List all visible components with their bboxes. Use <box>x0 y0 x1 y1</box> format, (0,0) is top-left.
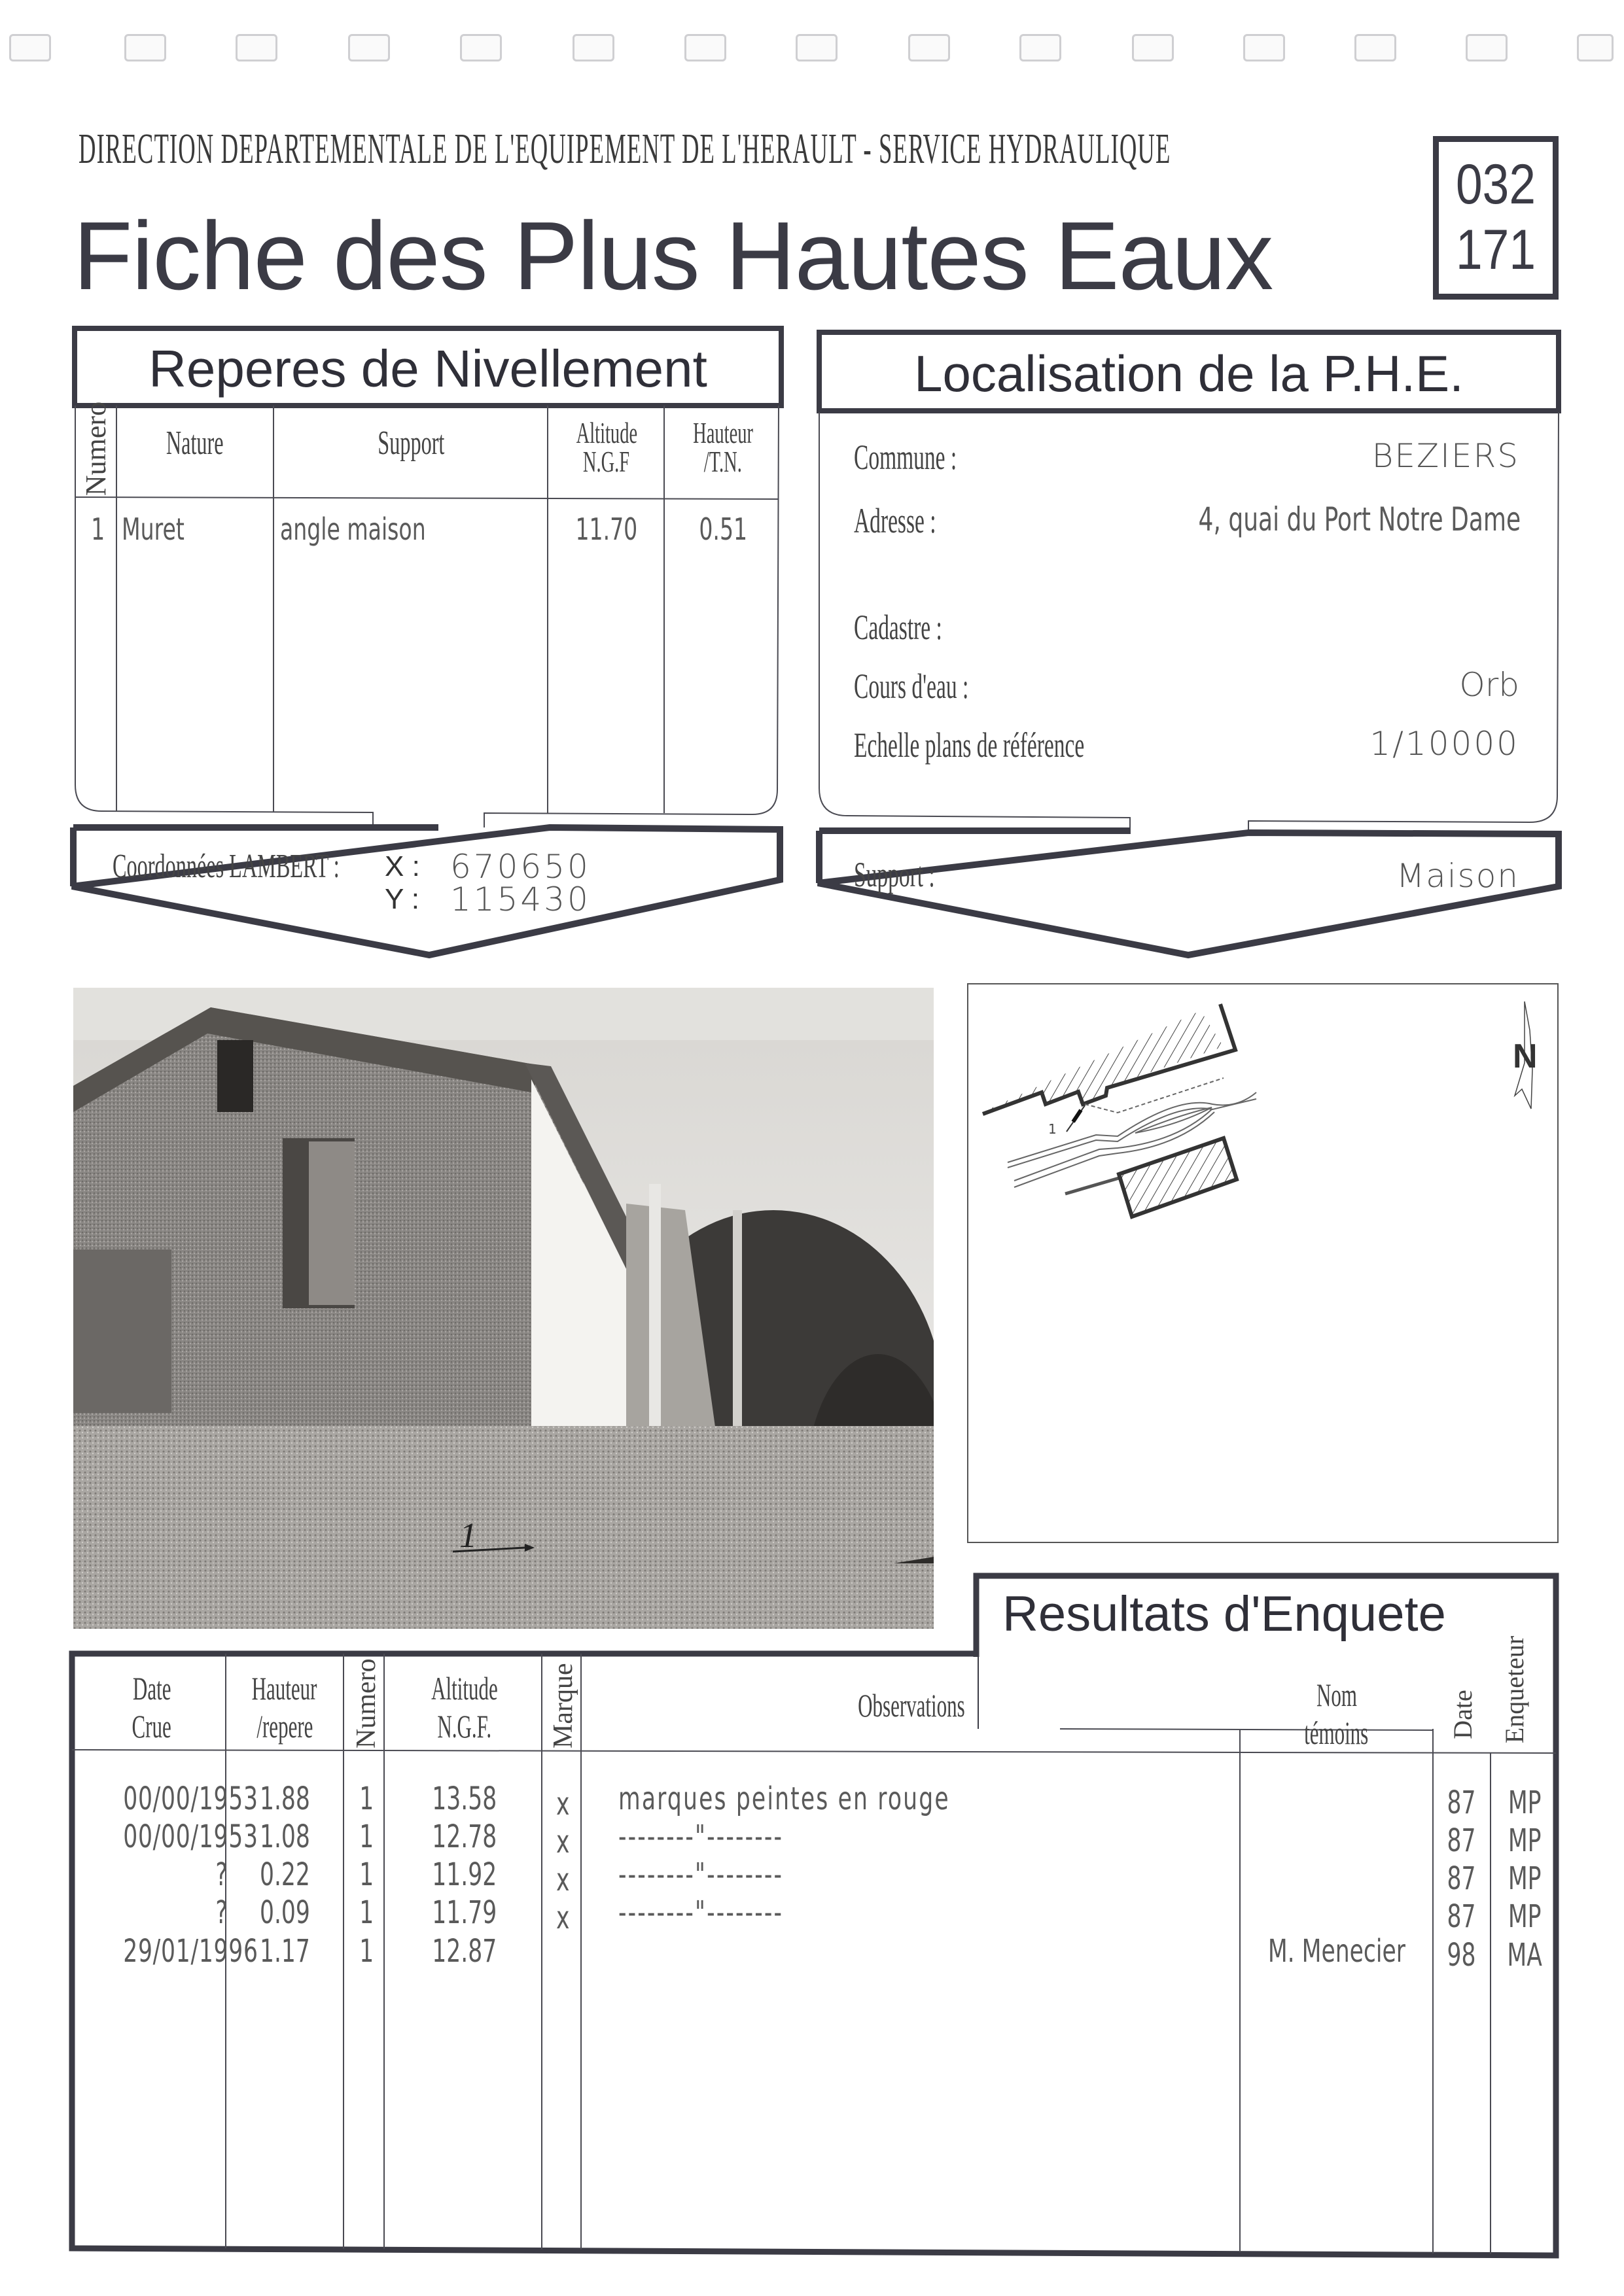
resultats-cell-altitude-text: 11.79 <box>432 1894 497 1931</box>
page-title: Fiche des Plus Hautes Eaux <box>73 202 1273 310</box>
res-col-date-crue <box>73 1669 230 1745</box>
reperes-col-altitude <box>548 416 665 478</box>
cours-label <box>854 666 1039 706</box>
lambert-y-value: 115430 <box>450 880 591 918</box>
reperes-cell-altitude-text: 11.70 <box>575 512 638 547</box>
res-col-nom <box>1240 1676 1433 1752</box>
res-col-date: Date <box>1448 1690 1477 1739</box>
res-col-hauteur-l1: Hauteur <box>252 1670 317 1707</box>
code-top: 032 <box>1456 153 1536 216</box>
resultats-cell-date <box>71 1894 228 1931</box>
res-col-date-l2: Crue <box>132 1708 172 1745</box>
resultats-cell-numero <box>347 1894 386 1931</box>
punch-hole <box>124 34 166 61</box>
commune-value: BEZIERS <box>1371 437 1519 475</box>
resultats-cell-date-enq <box>1433 1822 1491 1859</box>
localisation-header-box <box>817 330 1561 413</box>
resultats-cell-observation-text: marques peintes en rouge <box>618 1781 950 1817</box>
resultats-cell-date-enq <box>1433 1860 1491 1897</box>
res-col-altitude-l2: N.G.F. <box>437 1708 492 1745</box>
resultats-cell-date-enq-text: 87 <box>1447 1860 1476 1897</box>
reperes-col-altitude-l1: Altitude <box>576 416 637 449</box>
resultats-cell-date <box>71 1933 258 1970</box>
resultats-cell-observation-text: --------"-------- <box>618 1818 784 1855</box>
commune-label-text: Commune : <box>854 438 957 477</box>
resultats-cell-observation <box>618 1894 1142 1931</box>
resultats-cell-enqueteur <box>1492 1937 1557 1974</box>
punch-hole <box>1019 34 1061 61</box>
lambert-x-label: X : <box>385 850 420 882</box>
resultats-cell-date-enq <box>1433 1784 1491 1821</box>
reperes-col-nature-label: Nature <box>166 425 224 462</box>
lambert-x-value: 670650 <box>450 848 591 886</box>
punch-hole <box>348 34 390 61</box>
punch-hole <box>1354 34 1396 61</box>
res-col-altitude <box>386 1669 543 1745</box>
reperes-col-nature <box>116 424 274 462</box>
resultats-cell-observation <box>618 1856 1142 1893</box>
resultats-cell-observation <box>618 1933 1142 1969</box>
resultats-cell-enqueteur <box>1492 1860 1557 1897</box>
res-col-observations <box>582 1686 1240 1724</box>
res-col-nom-l2: témoins <box>1304 1714 1369 1751</box>
reperes-cell-hauteur-text: 0.51 <box>699 512 747 547</box>
agency-header <box>79 124 1426 177</box>
resultats-cell-enqueteur <box>1492 1898 1557 1935</box>
punch-hole <box>1132 34 1174 61</box>
reperes-cell-support <box>280 512 482 547</box>
resultats-cell-nom <box>1240 1781 1433 1817</box>
resultats-cell-date-enq-text: 87 <box>1447 1898 1476 1935</box>
resultats-cell-enqueteur-text: MA <box>1507 1937 1542 1974</box>
reperes-cell-nature-text: Muret <box>122 512 185 547</box>
resultats-cell-altitude-text: 12.78 <box>432 1818 497 1855</box>
lambert-y-label: Y : <box>385 883 420 915</box>
commune-label <box>854 437 1020 478</box>
resultats-cell-numero-text: 1 <box>359 1818 374 1855</box>
resultats-cell-hauteur-text: 0.22 <box>259 1856 310 1893</box>
cadastre-label-text: Cadastre : <box>854 608 942 647</box>
reperes-header-box <box>72 326 784 408</box>
resultats-cell-marque-text: x <box>556 1786 570 1822</box>
adresse-label-text: Adresse : <box>854 501 936 540</box>
location-map <box>967 983 1559 1543</box>
reperes-col-numero: Numero <box>80 401 112 496</box>
resultats-cell-altitude <box>386 1894 543 1931</box>
reperes-col-hauteur-l2: /T.N. <box>703 445 743 478</box>
res-col-hauteur <box>226 1669 344 1745</box>
resultats-cell-hauteur-text: 1.17 <box>259 1933 310 1970</box>
resultats-cell-observation-text: --------"-------- <box>618 1894 784 1931</box>
resultats-cell-numero <box>347 1818 386 1855</box>
resultats-cell-date <box>71 1781 258 1817</box>
resultats-cell-marque-text: x <box>556 1824 570 1860</box>
resultats-cell-nom-text: M. Menecier <box>1267 1933 1405 1970</box>
localisation-title: Localisation de la P.H.E. <box>914 345 1464 402</box>
resultats-cell-date-text: 00/00/1953 <box>123 1781 258 1817</box>
res-col-hauteur-l2: /repere <box>256 1708 313 1745</box>
resultats-cell-altitude <box>386 1818 543 1855</box>
resultats-cell-date-text: 29/01/1996 <box>123 1933 258 1970</box>
reperes-col-hauteur-l1: Hauteur <box>693 416 753 449</box>
resultats-cell-nom <box>1240 1818 1433 1854</box>
resultats-cell-marque <box>543 1786 582 1822</box>
echelle-label <box>854 725 1226 765</box>
res-col-marque: Marque <box>548 1663 578 1748</box>
res-col-enqueteur: Enqueteur <box>1500 1635 1529 1744</box>
punch-hole <box>684 34 726 61</box>
resultats-cell-date-text: 00/00/1953 <box>123 1818 258 1855</box>
resultats-cell-date-text: ? <box>215 1894 228 1931</box>
resultats-cell-enqueteur-text: MP <box>1508 1784 1542 1821</box>
adresse-label <box>854 500 986 541</box>
resultats-cell-enqueteur-text: MP <box>1508 1860 1542 1897</box>
reperes-cell-altitude <box>548 512 665 547</box>
adresse-value-text: 4, quai du Port Notre Dame <box>1198 500 1521 538</box>
resultats-cell-marque <box>543 1938 582 1974</box>
reperes-col-support <box>274 424 548 462</box>
resultats-cell-date-enq-text: 98 <box>1447 1937 1476 1974</box>
resultats-cell-enqueteur <box>1492 1784 1557 1821</box>
resultats-cell-hauteur <box>226 1781 344 1817</box>
resultats-cell-hauteur <box>226 1856 344 1893</box>
resultats-cell-nom <box>1240 1933 1433 1970</box>
resultats-cell-altitude <box>386 1781 543 1817</box>
punch-hole <box>573 34 614 61</box>
site-photo <box>73 988 934 1629</box>
punch-hole <box>460 34 502 61</box>
resultats-cell-numero <box>347 1856 386 1893</box>
photo-marker: 1 <box>459 1516 477 1555</box>
cours-label-text: Cours d'eau : <box>854 667 969 706</box>
map-marker: 1 <box>1048 1121 1057 1137</box>
code-box <box>1433 136 1559 300</box>
res-col-nom-l1: Nom <box>1316 1677 1357 1713</box>
punch-hole <box>9 34 51 61</box>
resultats-cell-date-enq-text: 87 <box>1447 1784 1476 1821</box>
res-col-observations-label: Observations <box>857 1687 965 1724</box>
cours-value: Orb <box>1459 666 1519 704</box>
reperes-title: Reperes de Nivellement <box>149 339 707 398</box>
resultats-cell-altitude <box>386 1856 543 1893</box>
resultats-cell-nom <box>1240 1894 1433 1930</box>
resultats-cell-altitude-text: 12.87 <box>432 1933 497 1970</box>
resultats-cell-hauteur-text: 1.08 <box>259 1818 310 1855</box>
resultats-cell-numero-text: 1 <box>359 1933 374 1970</box>
north-label: N <box>1513 1037 1538 1075</box>
resultats-cell-date-enq-text: 87 <box>1447 1822 1476 1859</box>
resultats-cell-hauteur-text: 1.88 <box>259 1781 310 1817</box>
resultats-cell-marque-text: x <box>556 1862 570 1898</box>
resultats-cell-marque <box>543 1862 582 1898</box>
punch-hole <box>1577 34 1614 61</box>
resultats-cell-numero <box>347 1781 386 1817</box>
resultats-cell-numero <box>347 1933 386 1970</box>
reperes-cell-numero-text: 1 <box>91 512 105 547</box>
support-value: Maison <box>1396 857 1519 895</box>
lambert-chevron <box>65 821 792 965</box>
resultats-cell-altitude-text: 13.58 <box>432 1781 497 1817</box>
cadastre-label <box>854 607 996 648</box>
resultats-cell-observation <box>618 1818 1142 1855</box>
punch-hole <box>796 34 838 61</box>
resultats-cell-altitude <box>386 1933 543 1970</box>
reperes-cell-support-text: angle maison <box>280 512 426 547</box>
res-col-altitude-l1: Altitude <box>431 1670 498 1707</box>
reperes-cell-nature <box>122 512 209 547</box>
resultats-cell-marque <box>543 1824 582 1860</box>
adresse-value <box>1073 500 1521 538</box>
resultats-cell-enqueteur-text: MP <box>1508 1898 1542 1935</box>
punch-hole <box>908 34 950 61</box>
resultats-cell-date <box>71 1818 258 1855</box>
agency-text: DIRECTION DEPARTEMENTALE DE L'EQUIPEMENT DE L'HERAULT - SERVICE HYDRAULIQUE <box>79 125 1171 173</box>
resultats-cell-altitude-text: 11.92 <box>432 1856 497 1893</box>
code-bottom: 171 <box>1456 218 1536 281</box>
resultats-cell-numero-text: 1 <box>359 1894 374 1931</box>
support-label-text: Support : <box>854 855 935 894</box>
resultats-cell-numero-text: 1 <box>359 1781 374 1817</box>
resultats-cell-marque <box>543 1900 582 1936</box>
reperes-cell-numero <box>85 512 111 547</box>
echelle-label-text: Echelle plans de référence <box>854 725 1085 765</box>
res-col-numero: Numero <box>351 1658 381 1748</box>
resultats-cell-date-enq <box>1433 1937 1491 1974</box>
support-label <box>854 854 985 895</box>
punch-hole <box>1466 34 1508 61</box>
resultats-title: Resultats d'Enquete <box>1002 1586 1446 1642</box>
resultats-cell-observation <box>618 1781 1142 1817</box>
resultats-cell-nom <box>1240 1856 1433 1892</box>
resultats-cell-hauteur <box>226 1933 344 1970</box>
punch-hole <box>1243 34 1285 61</box>
reperes-col-support-label: Support <box>377 425 445 462</box>
resultats-cell-observation-text: --------"-------- <box>618 1856 784 1893</box>
resultats-cell-hauteur <box>226 1818 344 1855</box>
resultats-cell-date-enq <box>1433 1898 1491 1935</box>
resultats-cell-hauteur <box>226 1894 344 1931</box>
res-col-date-l1: Date <box>132 1670 171 1707</box>
reperes-cell-hauteur <box>665 512 781 547</box>
reperes-col-altitude-l2: N.G.F <box>583 445 630 478</box>
map-drawing <box>968 984 1557 1542</box>
punch-hole <box>236 34 277 61</box>
lambert-label-text: Coordonnées LAMBERT : <box>113 848 340 885</box>
resultats-cell-date <box>71 1856 228 1893</box>
resultats-cell-numero-text: 1 <box>359 1856 374 1893</box>
resultats-cell-date-text: ? <box>215 1856 228 1893</box>
resultats-cell-hauteur-text: 0.09 <box>259 1894 310 1931</box>
lambert-label <box>113 847 478 886</box>
resultats-cell-enqueteur-text: MP <box>1508 1822 1542 1859</box>
resultats-cell-marque-text: x <box>556 1900 570 1936</box>
reperes-col-hauteur <box>665 416 781 478</box>
resultats-cell-enqueteur <box>1492 1822 1557 1859</box>
echelle-value: 1/10000 <box>1369 725 1519 763</box>
